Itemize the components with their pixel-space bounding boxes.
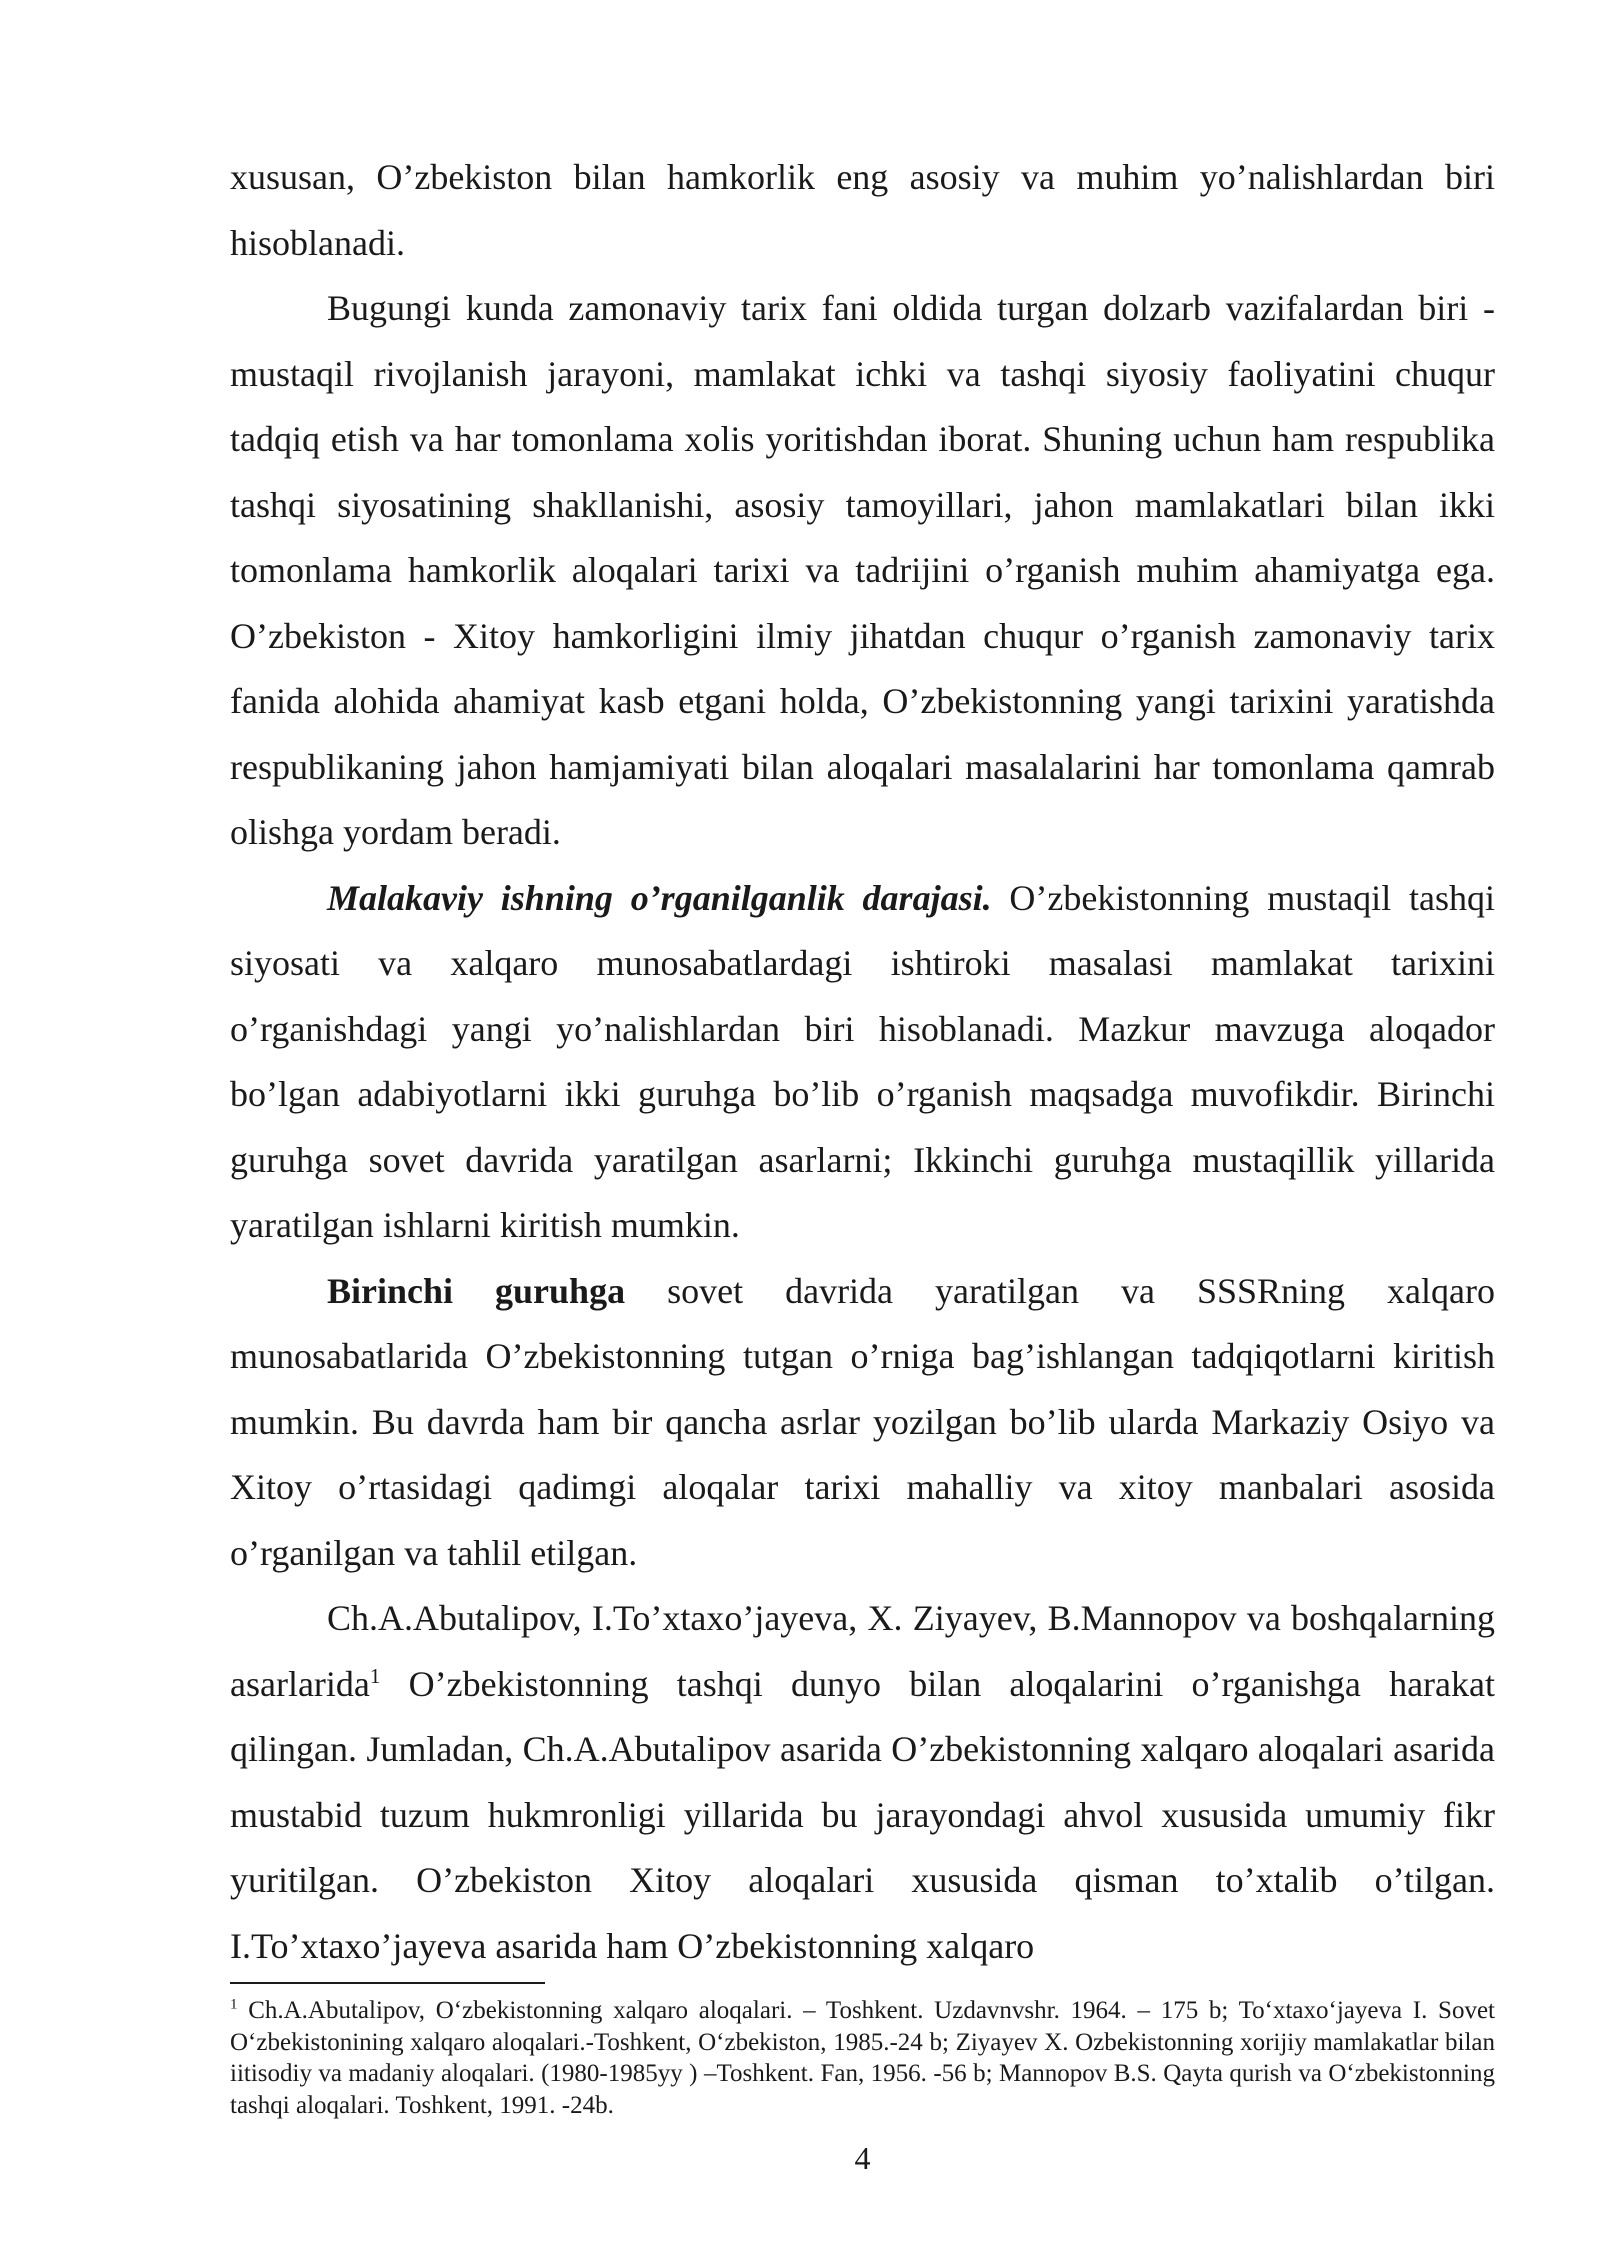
footnote-marker: 1 [230,1996,238,2013]
paragraph-authors-text-after: O’zbekistonning tashqi dunyo bilan aloqalarini o’rganishga harakat qilingan. Jumladan, Ch.A.Abutalipov asarida O’zbekistonning xalqaro aloqalari asarida mustabid tuzum hukmronligi yillarida bu jarayondagi ahvol xususida umumiy fikr yuritilgan. O’zbekiston Xitoy aloqalari xususida qisman to’xtalib o’tilgan. I.To’xtaxo’jayeva asarida ham O’zbekistonning xalqaro [230,1663,1495,1966]
paragraph-first-group [230,1259,1495,1587]
paragraph-authors [230,1586,1495,1979]
paragraph-study-degree [230,866,1495,1259]
footnote-reference[interactable]: 1 [369,1663,381,1688]
first-group-heading: Birinchi guruhga [327,1270,626,1311]
footnote [230,1995,1495,2121]
footnote-separator [230,1982,545,1984]
body-text [230,145,1495,1979]
paragraph-first-group-text: sovet davrida yaratilgan va SSSRning xalqaro munosabatlarida O’zbekistonning tutgan o’rniga bag’ishlangan tadqiqotlarni kiritish mumkin. Bu davrda ham bir qancha asrlar yozilgan bo’lib ularda Markaziy Osiyo va Xitoy o’rtasidagi qadimgi aloqalar tarixi mahalliy va xitoy manbalari asosida o’rganilgan va tahlil etilgan. [230,1270,1496,1573]
footnote-text: Ch.A.Abutalipov, O‘zbekistonning xalqaro aloqalari. – Toshkent. Uzdavnvshr. 1964. – 175 b; To‘xtaxo‘jayeva I. Sovet O‘zbekistonining xalqaro aloqalari.-Toshkent, O‘zbekiston, 1985.-24 b; Ziyayev X. Ozbekistonning xorijiy mamlakatlar bilan iitisodiy va madaniy aloqalari. (1980-1985yy ) –Toshkent. Fan, 1956. -56 b; Mannopov B.S. Qayta qurish va O‘zbekistonning tashqi aloqalari. Toshkent, 1991. -24b. [230,1997,1495,2119]
section-heading-study-degree: Malakaviy ishning o’rganilganlik darajasi. [327,877,992,918]
paragraph-authors-text-before: Ch.A.Abutalipov, I.To’xtaxo’jayeva, X. Ziyayev, B.Mannopov va boshqalarning asarlarida [230,1598,1495,1704]
paragraph-continuation: xususan, O’zbekiston bilan hamkorlik eng asosiy va muhim yo’nalishlardan biri hisoblanadi. [230,157,1495,263]
page-number: 4 [854,2140,871,2176]
paragraph-study-degree-text: O’zbekistonning mustaqil tashqi siyosati va xalqaro munosabatlardagi ishtiroki masalasi mamlakat tarixini o’rganishdagi yangi yo’nalishlardan biri hisoblanadi. Mazkur mavzuga aloqador bo’lgan adabiyotlarni ikki guruhga bo’lib o’rganish maqsadga muvofikdir. Birinchi guruhga sovet davrida yaratilgan asarlarni; Ikkinchi guruhga mustaqillik yillarida yaratilgan ishlarni kiritish mumkin. [230,877,1496,1245]
paragraph-introduction: Bugungi kunda zamonaviy tarix fani oldida turgan dolzarb vazifalardan biri - mustaqil rivojlanish jarayoni, mamlakat ichki va tashqi siyosiy faoliyatini chuqur tadqiq etish va har tomonlama xolis yoritishdan iborat. Shuning uchun ham respublika tashqi siyosatining shakllanishi, asosiy tamoyillari, jahon mamlakatlari bilan ikki tomonlama hamkorlik aloqalari tarixi va tadrijini o’rganish muhim ahamiyatga ega. O’zbekiston - Xitoy hamkorligini ilmiy jihatdan chuqur o’rganish zamonaviy tarix fanida alohida ahamiyat kasb etgani holda, O’zbekistonning yangi tarixini yaratishda respublikaning jahon hamjamiyati bilan aloqalari masalalarini har tomonlama qamrab olishga yordam beradi. [230,288,1495,852]
